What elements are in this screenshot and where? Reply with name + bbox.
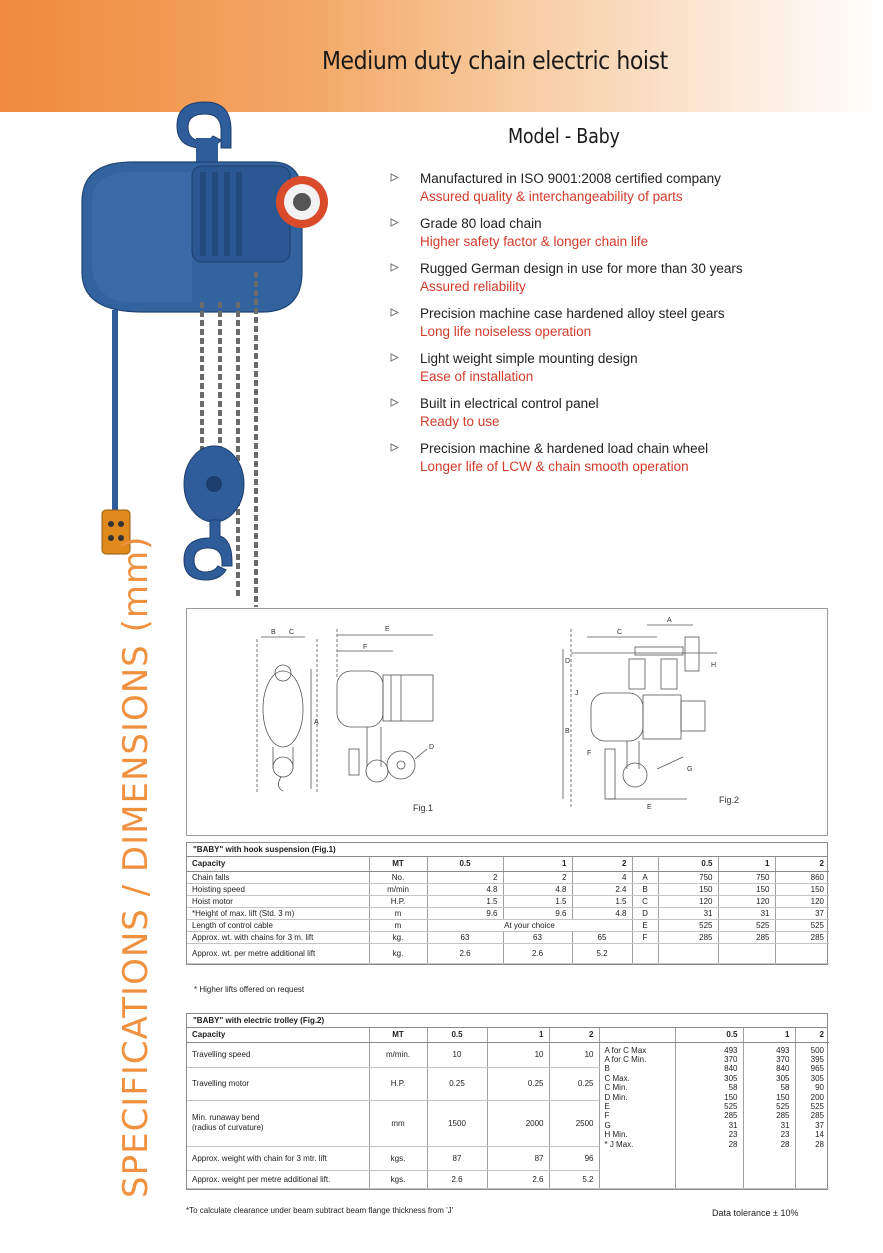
feature-item	[390, 170, 870, 206]
arrow-bullet-icon	[390, 353, 399, 362]
cell: 2.6	[503, 943, 572, 963]
row-unit: H.P.	[369, 1067, 427, 1100]
cell: 150	[718, 883, 775, 895]
header-cell: 1	[718, 857, 775, 871]
cell: 87	[487, 1146, 549, 1170]
cell: 5.2	[549, 1170, 599, 1188]
dim-label: H	[711, 662, 717, 669]
table-title: "BABY" with electric trolley (Fig.2)	[187, 1014, 827, 1028]
feature-benefit: Ease of installation	[420, 369, 534, 384]
table1-footnote: * Higher lifts offered on request	[194, 985, 305, 994]
cell: 10	[427, 1042, 487, 1067]
cell: 2000	[487, 1100, 549, 1146]
dimension-labels: A for C Max A for C Min. B C Max. C Min. D Min. E F G H Min. * J Max.	[599, 1042, 675, 1188]
dim-key: B	[632, 883, 658, 895]
cell: 63	[427, 931, 503, 943]
dim-label: B	[271, 629, 276, 636]
spec-table	[187, 857, 829, 964]
feature-benefit: Longer life of LCW & chain smooth operation	[420, 459, 689, 474]
table-row	[187, 943, 829, 963]
cell: 1.5	[427, 895, 503, 907]
table-row	[187, 871, 829, 883]
cell: 10	[549, 1042, 599, 1067]
feature-item	[390, 395, 870, 431]
table-header-row	[187, 1028, 829, 1042]
cell: 31	[718, 907, 775, 919]
cell: 2.4	[572, 883, 632, 895]
cell: 285	[775, 931, 829, 943]
cell: 860	[775, 871, 829, 883]
cell: 750	[658, 871, 718, 883]
dimension-values: 500 395 965 305 90 200 525 285 37 14 28	[795, 1042, 829, 1188]
arrow-bullet-icon	[390, 443, 399, 452]
figure-2-label: Fig.2	[719, 795, 740, 805]
cell	[718, 943, 775, 963]
header-cell	[599, 1028, 675, 1042]
dimension-values: 493 370 840 305 58 150 525 285 31 23 28	[675, 1042, 743, 1188]
header-cell: 2	[572, 857, 632, 871]
feature-item	[390, 440, 870, 476]
table-row	[187, 883, 829, 895]
cell: 120	[658, 895, 718, 907]
cell: 525	[658, 919, 718, 931]
cell: 285	[718, 931, 775, 943]
dim-key: C	[632, 895, 658, 907]
header-cell: 0.5	[675, 1028, 743, 1042]
row-unit: H.P.	[369, 895, 427, 907]
dim-label: G	[687, 766, 693, 773]
cell: 1.5	[503, 895, 572, 907]
arrow-bullet-icon	[390, 173, 399, 182]
cell: 63	[503, 931, 572, 943]
cell: 4	[572, 871, 632, 883]
table-row	[187, 1042, 829, 1067]
header-cell: Capacity	[187, 857, 369, 871]
table-row	[187, 931, 829, 943]
header-cell: 2	[795, 1028, 829, 1042]
spec-table	[187, 1028, 829, 1189]
header-cell: 0.5	[427, 857, 503, 871]
cell: 2.6	[427, 943, 503, 963]
cell: 1.5	[572, 895, 632, 907]
dimension-values: 493 370 840 305 58 150 525 285 31 23 28	[743, 1042, 795, 1188]
row-unit: m/min	[369, 883, 427, 895]
feature-title: Grade 80 load chain	[420, 216, 542, 231]
cell: 150	[658, 883, 718, 895]
cell: 5.2	[572, 943, 632, 963]
cell: 4.8	[572, 907, 632, 919]
feature-title: Built in electrical control panel	[420, 396, 599, 411]
figure-1-label: Fig.1	[413, 803, 434, 813]
feature-item	[390, 215, 870, 251]
arrow-bullet-icon	[390, 308, 399, 317]
cell: At your choice	[427, 919, 632, 931]
header-cell: 1	[487, 1028, 549, 1042]
row-unit: m	[369, 919, 427, 931]
row-unit: m	[369, 907, 427, 919]
header-cell: 0.5	[658, 857, 718, 871]
data-tolerance-note: Data tolerance ± 10%	[712, 1208, 799, 1218]
header-cell: Capacity	[187, 1028, 369, 1042]
header-cell: 0.5	[427, 1028, 487, 1042]
row-unit: kgs.	[369, 1146, 427, 1170]
arrow-bullet-icon	[390, 398, 399, 407]
dim-label: C	[617, 629, 623, 636]
dim-label: F	[363, 644, 368, 651]
side-title: SPECIFICATIONS / DIMENSIONS (mm)	[116, 535, 156, 1198]
cell: 96	[549, 1146, 599, 1170]
cell	[658, 943, 718, 963]
cell: 31	[658, 907, 718, 919]
row-label: Travelling speed	[187, 1042, 369, 1067]
row-unit: No.	[369, 871, 427, 883]
dim-label: C	[289, 629, 295, 636]
cell: 2	[503, 871, 572, 883]
row-label: Hoisting speed	[187, 883, 369, 895]
feature-title: Manufactured in ISO 9001:2008 certified company	[420, 171, 721, 186]
page-title: Medium duty chain electric hoist	[322, 46, 668, 75]
cell: 4.8	[427, 883, 503, 895]
row-label: Travelling motor	[187, 1067, 369, 1100]
spec-table-hook-suspension	[186, 842, 828, 965]
feature-title: Precision machine & hardened load chain wheel	[420, 441, 709, 456]
table-row	[187, 895, 829, 907]
cell: 285	[658, 931, 718, 943]
feature-title: Precision machine case hardened alloy steel gears	[420, 306, 725, 321]
cell: 9.6	[427, 907, 503, 919]
dim-label: D	[429, 744, 435, 751]
spec-table-electric-trolley	[186, 1013, 828, 1190]
header-cell: 1	[503, 857, 572, 871]
feature-benefit: Assured quality & interchangeability of parts	[420, 189, 683, 204]
row-label: Min. runaway bend (radius of curvature)	[187, 1100, 369, 1146]
feature-benefit: Higher safety factor & longer chain life	[420, 234, 649, 249]
row-label: Length of control cable	[187, 919, 369, 931]
dim-label: A	[314, 719, 319, 726]
dim-key: D	[632, 907, 658, 919]
dim-key: F	[632, 931, 658, 943]
cell: 2.6	[487, 1170, 549, 1188]
cell: 525	[718, 919, 775, 931]
header-cell: 2	[549, 1028, 599, 1042]
feature-benefit: Ready to use	[420, 414, 500, 429]
cell: 9.6	[503, 907, 572, 919]
dim-label: E	[647, 804, 652, 811]
cell: 65	[572, 931, 632, 943]
feature-benefit: Assured reliability	[420, 279, 526, 294]
cell: 4.8	[503, 883, 572, 895]
dim-label: E	[385, 626, 390, 633]
cell: 150	[775, 883, 829, 895]
dim-key: A	[632, 871, 658, 883]
cell: 0.25	[427, 1067, 487, 1100]
table2-footnote: *To calculate clearance under beam subtract beam flange thickness from 'J'	[186, 1206, 454, 1215]
row-label: Approx. wt. per metre additional lift	[187, 943, 369, 963]
row-label: *Height of max. lift (Std. 3 m)	[187, 907, 369, 919]
cell: 2.6	[427, 1170, 487, 1188]
cell: 750	[718, 871, 775, 883]
row-unit: kgs.	[369, 1170, 427, 1188]
dim-label: D	[565, 658, 571, 665]
table-title: "BABY" with hook suspension (Fig.1)	[187, 843, 827, 857]
dim-label: F	[587, 750, 592, 757]
dim-key: E	[632, 919, 658, 931]
technical-drawings	[186, 608, 828, 836]
row-unit: mm	[369, 1100, 427, 1146]
cell: 1500	[427, 1100, 487, 1146]
hoist-product-image	[70, 92, 340, 612]
header-cell: MT	[369, 857, 427, 871]
cell	[632, 943, 658, 963]
table-header-row	[187, 857, 829, 871]
dim-label: J	[575, 690, 579, 697]
feature-title: Rugged German design in use for more than 30 years	[420, 261, 743, 276]
model-title: Model - Baby	[508, 124, 620, 148]
row-label: Approx. weight with chain for 3 mtr. lift	[187, 1146, 369, 1170]
header-cell: 2	[775, 857, 829, 871]
cell: 0.25	[549, 1067, 599, 1100]
row-unit: kg.	[369, 943, 427, 963]
dim-label: B	[565, 728, 570, 735]
cell: 120	[718, 895, 775, 907]
row-label: Chain falls	[187, 871, 369, 883]
row-label: Hoist motor	[187, 895, 369, 907]
cell: 0.25	[487, 1067, 549, 1100]
feature-item	[390, 260, 870, 296]
cell: 2500	[549, 1100, 599, 1146]
cell: 120	[775, 895, 829, 907]
header-cell	[632, 857, 658, 871]
row-label: Approx. weight per metre additional lift.	[187, 1170, 369, 1188]
cell: 2	[427, 871, 503, 883]
table-row	[187, 919, 829, 931]
table-row	[187, 907, 829, 919]
feature-item	[390, 305, 870, 341]
cell: 525	[775, 919, 829, 931]
feature-list	[390, 170, 870, 485]
feature-title: Light weight simple mounting design	[420, 351, 638, 366]
dim-label: A	[667, 617, 672, 624]
header-cell: 1	[743, 1028, 795, 1042]
cell	[775, 943, 829, 963]
arrow-bullet-icon	[390, 263, 399, 272]
row-unit: m/min.	[369, 1042, 427, 1067]
feature-benefit: Long life noiseless operation	[420, 324, 592, 339]
row-label: Approx. wt. with chains for 3 m. lift	[187, 931, 369, 943]
cell: 87	[427, 1146, 487, 1170]
cell: 37	[775, 907, 829, 919]
row-unit: kg.	[369, 931, 427, 943]
cell: 10	[487, 1042, 549, 1067]
arrow-bullet-icon	[390, 218, 399, 227]
header-cell: MT	[369, 1028, 427, 1042]
feature-item	[390, 350, 870, 386]
